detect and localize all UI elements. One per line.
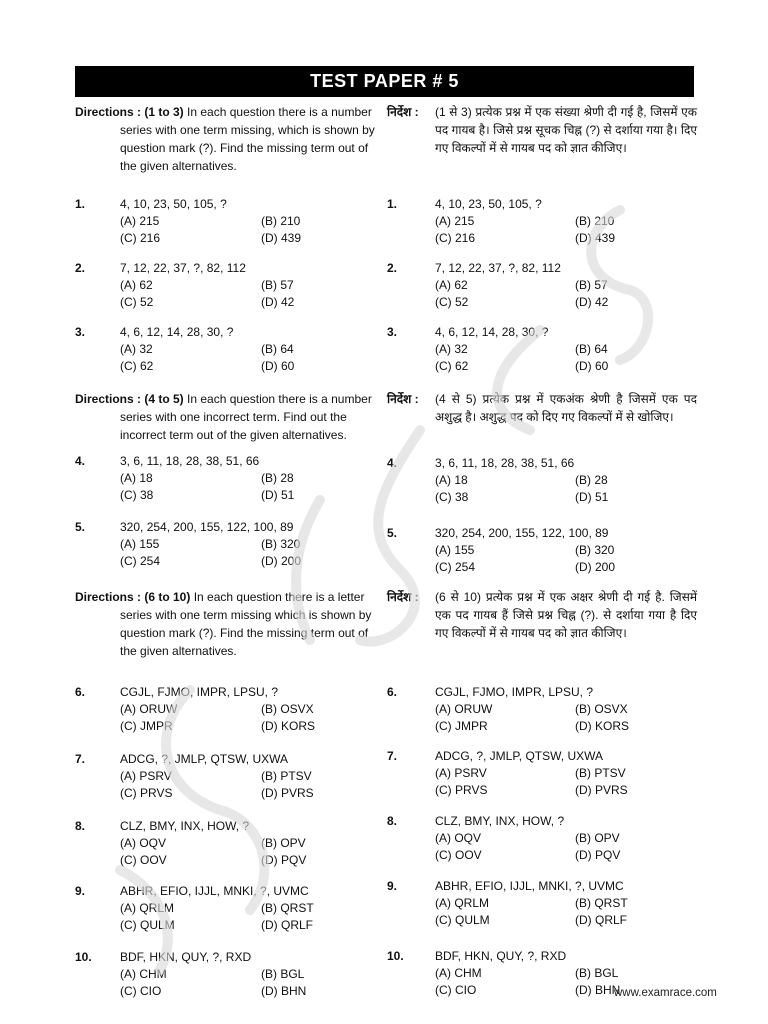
hindi-directions-6-10: निर्देश : (6 से 10) प्रत्येक प्रश्न में एक अक्षर श्रेणी दी गई है. जिसमें एक पद गायब हैं जिसे प्रश्न चिह्न (?). से दर्शाया गया है दिए गए विकल्पों में से गायब पद को ज्ञात कीजिए। <box>387 590 697 640</box>
directions-4-5: Directions : (4 to 5) In each question there is a number series with one incorrect term. Find out the incorrect term out of the given alternatives. <box>75 392 372 442</box>
page-title: TEST PAPER # 5 <box>75 66 694 97</box>
directions-6-10: Directions : (6 to 10) In each question there is a letter series with one term missing which is shown by question mark (?). Find the missing term out of the given alternatives. <box>75 590 372 658</box>
directions-1-3: Directions : (1 to 3) In each question there is a number series with one term missing, which is shown by question mark (?). Find the missing term out of the given alternatives. <box>75 105 375 173</box>
hindi-directions-4-5: निर्देश : (4 से 5) प्रत्येक प्रश्न में एकअंक श्रेणी है जिसमें एक पद अशुद्ध है। अशुद्ध पद को दिए गए विकल्पों में से खोजिए। <box>387 392 697 424</box>
website-footer: www.examrace.com <box>614 987 717 999</box>
hindi-directions-1-3: निर्देश : (1 से 3) प्रत्येक प्रश्न में एक संख्या श्रेणी दी गई है, जिसमें एक पद गायब है। जिसे प्रश्न सूचक चिह्न (?) से दर्शाया गया है। दिए गए विकल्पों में से गायब पद को ज्ञात कीजिए। <box>387 105 697 155</box>
